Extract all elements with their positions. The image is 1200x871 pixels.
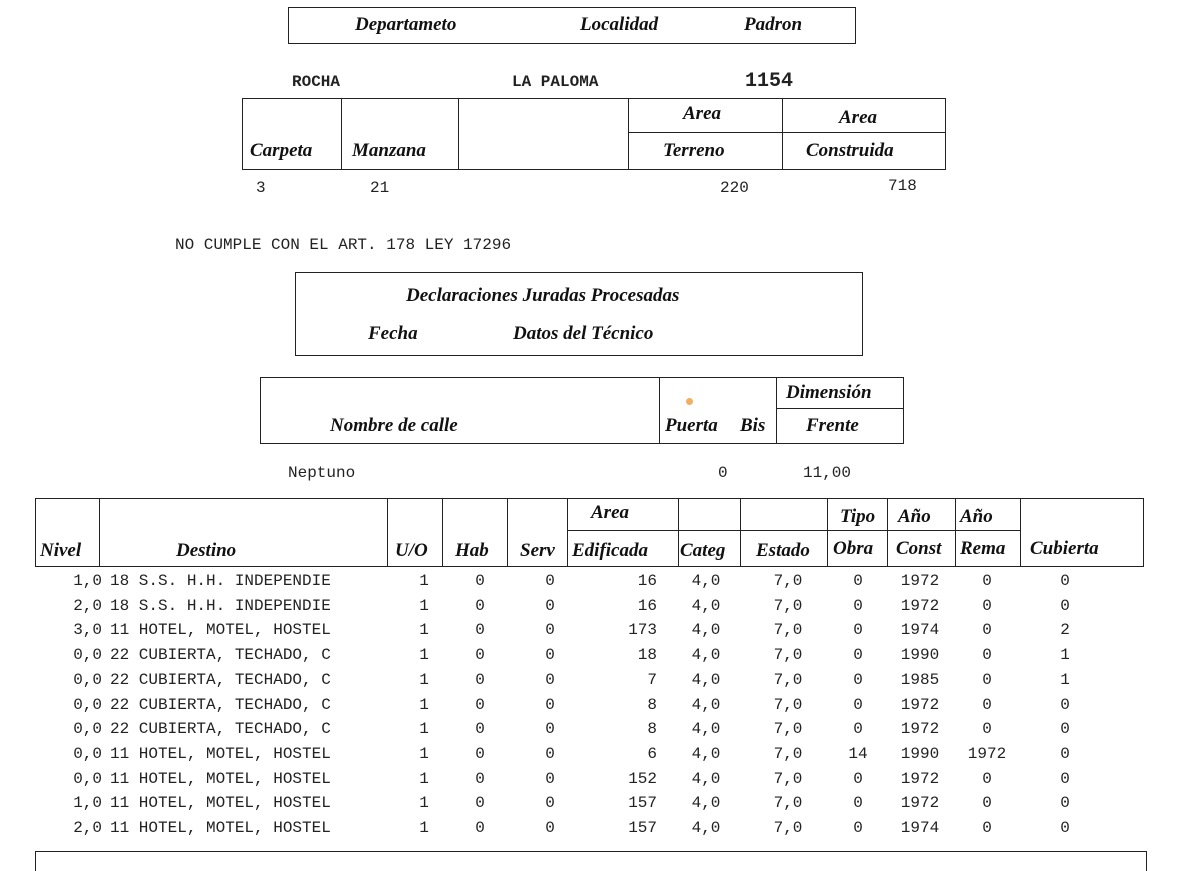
table-row <box>0 597 1200 619</box>
tipo-obra-cell: 0 <box>853 794 863 813</box>
padron-value: 1154 <box>745 70 794 93</box>
cubierta-cell: 0 <box>1060 720 1070 739</box>
hab-cell: 0 <box>475 596 485 615</box>
destino-cell: 11 HOTEL, MOTEL, HOSTEL <box>110 744 331 763</box>
destino-cell: 22 CUBIERTA, TECHADO, C <box>110 695 331 714</box>
estado-cell: 7,0 <box>773 621 803 640</box>
area-header-top: Area <box>591 502 629 523</box>
frente-label: Frente <box>806 415 859 436</box>
parcel-divider <box>341 98 342 170</box>
estado-cell: 7,0 <box>773 744 803 763</box>
anio-rema-cell: 0 <box>982 621 992 640</box>
localidad-label: Localidad <box>580 14 659 35</box>
datos-tecnico-label: Datos del Técnico <box>513 323 654 344</box>
table-row <box>0 671 1200 693</box>
parcel-divider <box>628 98 629 170</box>
categ-cell: 4,0 <box>691 769 721 788</box>
units-col-divider <box>678 498 679 567</box>
street-name-value: Neptuno <box>288 464 356 482</box>
anio-const-cell: 1972 <box>900 769 940 788</box>
tipo-obra-cell: 0 <box>853 596 863 615</box>
units-col-divider <box>955 498 956 567</box>
destino-cell: 18 S.S. H.H. INDEPENDIE <box>110 572 331 590</box>
anio-rema-cell: 0 <box>982 769 992 788</box>
hab-cell: 0 <box>475 670 485 689</box>
categ-cell: 4,0 <box>691 670 721 689</box>
categ-cell: 4,0 <box>691 695 721 714</box>
table-row <box>0 621 1200 643</box>
nivel-cell: 0,0 <box>73 744 102 763</box>
anio-const-header-bottom: Const <box>896 538 942 559</box>
destino-cell: 22 CUBIERTA, TECHADO, C <box>110 646 331 665</box>
categ-cell: 4,0 <box>691 621 721 640</box>
estado-cell: 7,0 <box>773 670 803 689</box>
cubierta-cell: 0 <box>1060 695 1070 714</box>
nivel-cell: 2,0 <box>73 819 102 837</box>
nombre-calle-label: Nombre de calle <box>330 415 458 436</box>
uo-cell: 1 <box>419 695 429 714</box>
anio-rema-header-top: Año <box>960 506 993 527</box>
tipo-header-bottom: Obra <box>833 538 874 559</box>
nivel-cell: 0,0 <box>73 720 102 739</box>
manzana-value: 21 <box>370 179 390 197</box>
cubierta-cell: 2 <box>1060 621 1070 640</box>
puerta-label: Puerta <box>665 415 718 436</box>
parcel-midline <box>628 132 946 133</box>
hab-cell: 0 <box>475 695 485 714</box>
serv-header: Serv <box>520 540 555 561</box>
estado-cell: 7,0 <box>773 720 803 739</box>
units-col-divider <box>567 498 568 567</box>
legal-notice: NO CUMPLE CON EL ART. 178 LEY 17296 <box>175 236 512 254</box>
parcel-divider <box>782 98 783 170</box>
table-row <box>0 794 1200 816</box>
frente-value: 11,00 <box>803 464 852 482</box>
categ-cell: 4,0 <box>691 596 721 615</box>
serv-cell: 0 <box>545 572 555 590</box>
units-col-divider <box>740 498 741 567</box>
area-construida-label-bottom: Construida <box>806 140 894 161</box>
anio-const-cell: 1972 <box>900 794 940 813</box>
carpeta-label: Carpeta <box>250 140 313 161</box>
anio-const-cell: 1972 <box>900 572 940 590</box>
hab-cell: 0 <box>475 646 485 665</box>
departamento-value: ROCHA <box>292 73 341 91</box>
units-col-divider <box>827 498 828 567</box>
destino-cell: 18 S.S. H.H. INDEPENDIE <box>110 596 331 615</box>
manzana-label: Manzana <box>352 140 426 161</box>
tipo-header-top: Tipo <box>840 506 876 527</box>
area-edificada-cell: 173 <box>628 621 657 640</box>
destino-header: Destino <box>176 540 237 561</box>
categ-header: Categ <box>680 540 726 561</box>
area-edificada-cell: 16 <box>637 572 657 590</box>
area-header-bottom: Edificada <box>572 540 648 561</box>
anio-const-cell: 1990 <box>900 646 940 665</box>
hab-cell: 0 <box>475 720 485 739</box>
anio-rema-cell: 0 <box>982 646 992 665</box>
estado-cell: 7,0 <box>773 794 803 813</box>
cubierta-cell: 1 <box>1060 646 1070 665</box>
nivel-cell: 2,0 <box>73 596 102 615</box>
cubierta-cell: 1 <box>1060 670 1070 689</box>
table-row <box>0 720 1200 742</box>
area-edificada-cell: 152 <box>628 769 657 788</box>
fecha-label: Fecha <box>368 323 418 344</box>
anio-rema-cell: 0 <box>982 572 992 590</box>
serv-cell: 0 <box>545 695 555 714</box>
street-divider <box>659 377 660 444</box>
destino-cell: 11 HOTEL, MOTEL, HOSTEL <box>110 769 331 788</box>
anio-rema-cell: 0 <box>982 794 992 813</box>
categ-cell: 4,0 <box>691 744 721 763</box>
nivel-cell: 0,0 <box>73 670 102 689</box>
uo-cell: 1 <box>419 720 429 739</box>
localidad-value: LA PALOMA <box>512 73 599 91</box>
area-edificada-cell: 7 <box>647 670 657 689</box>
units-col-divider <box>442 498 443 567</box>
tipo-obra-cell: 0 <box>853 621 863 640</box>
area-edificada-cell: 157 <box>628 819 657 837</box>
estado-cell: 7,0 <box>773 819 803 837</box>
anio-const-cell: 1972 <box>900 596 940 615</box>
parcel-divider <box>458 98 459 170</box>
serv-cell: 0 <box>545 720 555 739</box>
categ-cell: 4,0 <box>691 646 721 665</box>
cubierta-cell: 0 <box>1060 744 1070 763</box>
declaraciones-title: Declaraciones Juradas Procesadas <box>406 285 680 306</box>
anio-const-cell: 1974 <box>900 819 940 837</box>
hab-cell: 0 <box>475 794 485 813</box>
serv-cell: 0 <box>545 744 555 763</box>
uo-cell: 1 <box>419 646 429 665</box>
destino-cell: 11 HOTEL, MOTEL, HOSTEL <box>110 621 331 640</box>
units-col-divider <box>1020 498 1021 567</box>
area-edificada-cell: 157 <box>628 794 657 813</box>
puerta-value: 0 <box>718 464 728 482</box>
hab-cell: 0 <box>475 621 485 640</box>
anio-const-cell: 1972 <box>900 720 940 739</box>
serv-cell: 0 <box>545 646 555 665</box>
table-row <box>0 646 1200 668</box>
tipo-obra-cell: 0 <box>853 819 863 837</box>
tipo-obra-cell: 0 <box>853 646 863 665</box>
cubierta-cell: 0 <box>1060 769 1070 788</box>
departamento-label: Departameto <box>355 14 457 35</box>
uo-cell: 1 <box>419 621 429 640</box>
street-divider <box>776 377 777 444</box>
serv-cell: 0 <box>545 596 555 615</box>
destino-cell: 22 CUBIERTA, TECHADO, C <box>110 720 331 739</box>
cubierta-cell: 0 <box>1060 819 1070 837</box>
nivel-cell: 0,0 <box>73 769 102 788</box>
nivel-cell: 0,0 <box>73 646 102 665</box>
estado-header: Estado <box>756 540 810 561</box>
anio-const-cell: 1972 <box>900 695 940 714</box>
table-row <box>0 770 1200 792</box>
area-terreno-label-top: Area <box>683 103 721 124</box>
tipo-obra-cell: 0 <box>853 670 863 689</box>
anio-rema-cell: 0 <box>982 670 992 689</box>
street-midline <box>776 408 904 409</box>
anio-const-cell: 1974 <box>900 621 940 640</box>
table-row <box>0 819 1200 841</box>
uo-cell: 1 <box>419 769 429 788</box>
uo-cell: 1 <box>419 744 429 763</box>
nivel-cell: 1,0 <box>73 572 102 590</box>
estado-cell: 7,0 <box>773 596 803 615</box>
categ-cell: 4,0 <box>691 720 721 739</box>
estado-cell: 7,0 <box>773 646 803 665</box>
anio-rema-cell: 1972 <box>967 744 1007 763</box>
units-col-divider <box>99 498 100 567</box>
carpeta-value: 3 <box>256 179 266 197</box>
uo-cell: 1 <box>419 572 429 590</box>
area-terreno-value: 220 <box>720 179 749 197</box>
categ-cell: 4,0 <box>691 819 721 837</box>
tipo-obra-cell: 0 <box>853 769 863 788</box>
area-edificada-cell: 8 <box>647 720 657 739</box>
anio-rema-cell: 0 <box>982 596 992 615</box>
hab-cell: 0 <box>475 769 485 788</box>
bis-label: Bis <box>740 415 766 436</box>
nivel-cell: 0,0 <box>73 695 102 714</box>
table-row <box>0 696 1200 718</box>
uo-cell: 1 <box>419 670 429 689</box>
estado-cell: 7,0 <box>773 572 803 590</box>
units-col-divider <box>887 498 888 567</box>
tipo-obra-cell: 0 <box>853 695 863 714</box>
units-col-divider <box>387 498 388 567</box>
uo-header: U/O <box>395 540 428 561</box>
serv-cell: 0 <box>545 670 555 689</box>
anio-rema-cell: 0 <box>982 695 992 714</box>
units-col-divider <box>507 498 508 567</box>
destino-cell: 22 CUBIERTA, TECHADO, C <box>110 670 331 689</box>
uo-cell: 1 <box>419 596 429 615</box>
footer-box <box>35 851 1147 871</box>
nivel-cell: 1,0 <box>73 794 102 813</box>
cubierta-header: Cubierta <box>1030 538 1099 559</box>
tipo-obra-cell: 14 <box>848 744 868 763</box>
categ-cell: 4,0 <box>691 572 721 590</box>
anio-rema-header-bottom: Rema <box>960 538 1006 559</box>
estado-cell: 7,0 <box>773 769 803 788</box>
tipo-obra-cell: 0 <box>853 720 863 739</box>
area-edificada-cell: 8 <box>647 695 657 714</box>
area-edificada-cell: 18 <box>637 646 657 665</box>
orange-dot <box>686 398 693 405</box>
table-row <box>0 745 1200 767</box>
cubierta-cell: 0 <box>1060 572 1070 590</box>
serv-cell: 0 <box>545 794 555 813</box>
categ-cell: 4,0 <box>691 794 721 813</box>
serv-cell: 0 <box>545 769 555 788</box>
area-terreno-label-bottom: Terreno <box>663 140 725 161</box>
hab-cell: 0 <box>475 572 485 590</box>
anio-rema-cell: 0 <box>982 819 992 837</box>
nivel-cell: 3,0 <box>73 621 102 640</box>
hab-cell: 0 <box>475 744 485 763</box>
serv-cell: 0 <box>545 621 555 640</box>
anio-const-cell: 1985 <box>900 670 940 689</box>
area-edificada-cell: 6 <box>647 744 657 763</box>
units-header-midline <box>567 530 1020 531</box>
destino-cell: 11 HOTEL, MOTEL, HOSTEL <box>110 819 331 837</box>
anio-const-header-top: Año <box>898 506 931 527</box>
cubierta-cell: 0 <box>1060 794 1070 813</box>
hab-cell: 0 <box>475 819 485 837</box>
area-construida-label-top: Area <box>839 107 877 128</box>
nivel-header: Nivel <box>40 540 82 561</box>
area-edificada-cell: 16 <box>637 596 657 615</box>
estado-cell: 7,0 <box>773 695 803 714</box>
uo-cell: 1 <box>419 794 429 813</box>
hab-header: Hab <box>455 540 489 561</box>
cubierta-cell: 0 <box>1060 596 1070 615</box>
anio-rema-cell: 0 <box>982 720 992 739</box>
padron-label: Padron <box>744 14 803 35</box>
destino-cell: 11 HOTEL, MOTEL, HOSTEL <box>110 794 331 813</box>
dimension-label: Dimensión <box>786 382 872 403</box>
tipo-obra-cell: 0 <box>853 572 863 590</box>
uo-cell: 1 <box>419 819 429 837</box>
area-construida-value: 718 <box>888 177 917 195</box>
anio-const-cell: 1990 <box>900 744 940 763</box>
serv-cell: 0 <box>545 819 555 837</box>
table-row <box>0 572 1200 594</box>
